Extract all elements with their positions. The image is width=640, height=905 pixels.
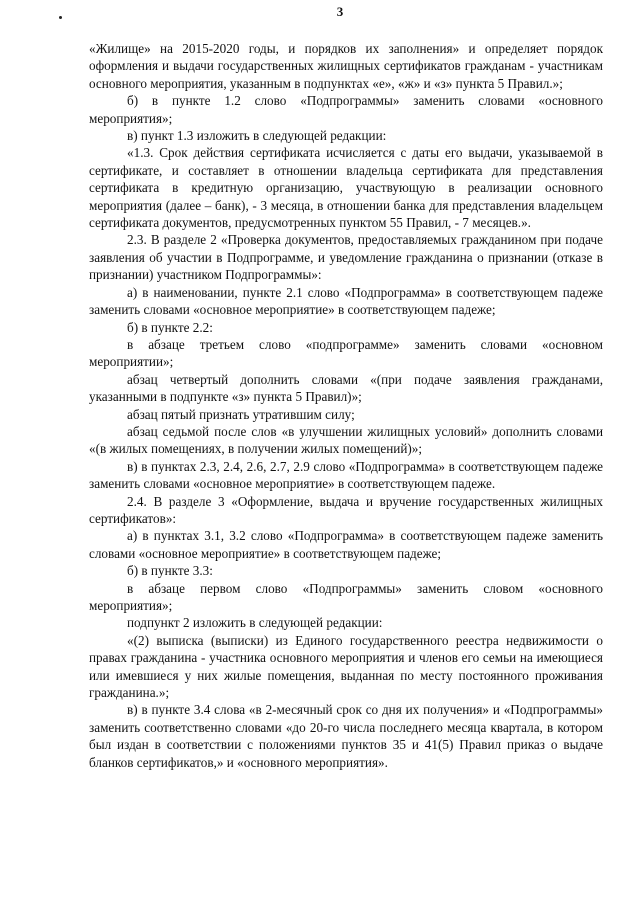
paragraph: в абзаце первом слово «Подпрограммы» заменить словом «основного мероприятия»; [89,580,603,613]
paragraph: абзац пятый признать утратившим силу; [127,406,355,422]
paragraph: «Жилище» на 2015-2020 годы, и порядков их заполнения» и определяет порядок оформления и выдачи государственных жилищных сертификатов гражданам - участникам основного мероприятия, указанным в подпунктах «е», «ж» и «з» пункта 5 Правил.»; [89,41,603,91]
paragraph: в абзаце третьем слово «подпрограмме» заменить словами «основном мероприятии»; [89,336,603,370]
paragraph: в) пункт 1.3 изложить в следующей редакции: [127,128,387,144]
document-body [89,40,603,771]
paragraph: а) в пунктах 3.1, 3.2 слово «Подпрограмма» в соответствующем падеже заменить словами «основное мероприятие» в соответствующем падеже; [89,528,603,561]
paragraph: подпункт 2 изложить в следующей редакции: [127,615,383,631]
paragraph: в) в пунктах 2.3, 2.4, 2.6, 2.7, 2.9 слово «Подпрограмма» в соответствующем падеже заменить словами «основное мероприятие» в соответствующем падеже. [89,458,603,492]
paragraph: б) в пункте 1.2 слово «Подпрограммы» заменить словами «основного мероприятия»; [89,93,603,126]
page-number: 3 [336,4,344,19]
paragraph: 2.4. В разделе 3 «Оформление, выдача и вручение государственных жилищных сертификатов»: [89,493,603,526]
paragraph: «1.3. Срок действия сертификата исчисляется с даты его выдачи, указываемой в сертификате, и составляет в отношении владельца сертификата для представления сертификата в кредитную организацию, участвующую в реализации основного мероприятия (далее – банк), - 3 месяца, в отношении банка для представления владельцем сертификата документов, предусмотренных пунктом 55 Правил, - 7 месяцев.». [89,145,603,231]
paragraph: б) в пункте 3.3: [127,563,213,579]
paragraph: «(2) выписка (выписки) из Единого государственного реестра недвижимости о правах гражданина - участника основного мероприятия и членов его семьи на имеющиеся или имевшиеся у них жилые помещения, выданная по месту постоянного проживания гражданина.»; [89,632,603,701]
paragraph: а) в наименовании, пункте 2.1 слово «Подпрограмма» в соответствующем падеже заменить словами «основное мероприятие» в соответствующем падеже; [89,284,603,318]
paragraph: в) в пункте 3.4 слова «в 2-месячный срок со дня их получения» и «Подпрограммы» заменить соответственно словами «до 20-го числа последнего месяца квартала, в котором был издан в соответствии с положениями пунктов 35 и 41(5) Правил приказ о выдаче бланков сертификатов,» и «основного мероприятия». [89,702,603,770]
paragraph: абзац седьмой после слов «в улучшении жилищных условий» дополнить словами «(в жилых помещениях, в получении жилых помещений)»; [89,423,603,457]
paragraph: абзац четвертый дополнить словами «(при подаче заявления гражданами, указанными в подпункте «з» пункта 5 Правил)»; [89,371,603,405]
paragraph: 2.3. В разделе 2 «Проверка документов, предоставляемых гражданином при подаче заявления об участии в Подпрограмме, и уведомление гражданина о признании (отказе в признании) участником Подпрограммы»: [89,232,603,283]
paragraph: б) в пункте 2.2: [127,319,213,335]
